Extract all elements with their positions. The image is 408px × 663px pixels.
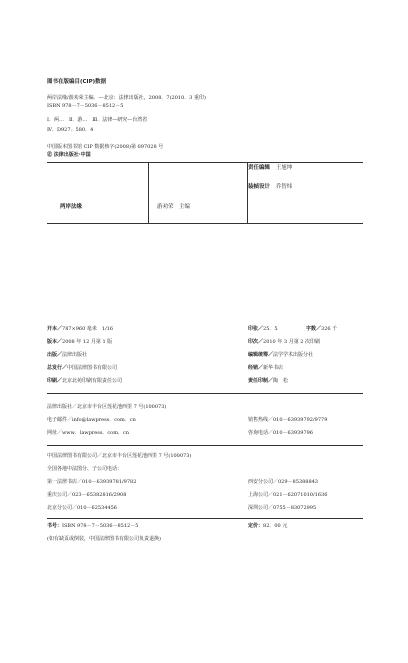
spec-format (47, 326, 113, 333)
spec-label: 总发行／ (47, 365, 68, 371)
price-value: 82．00 元 (263, 523, 288, 529)
isbn-label: 书号： (47, 523, 63, 529)
spec-label: 经销／ (248, 365, 264, 371)
spec-words (306, 326, 337, 333)
spec-value: 326 千 (321, 326, 338, 332)
book-title: 两岸法缘 (60, 204, 83, 210)
cip-isbn: ISBN 978－7－5036－8512－5 (47, 103, 124, 109)
spec-sheets (248, 326, 278, 333)
contact-bottom-rule (47, 445, 363, 446)
publisher-email: 电子邮件／info@lawpress．com．cn (47, 417, 136, 423)
credit-role-label: 责任编辑 (248, 165, 271, 171)
spec-label: 编辑统筹／ (248, 352, 274, 358)
spec-label: 印刷／ (47, 378, 63, 384)
branch-left-2: 重庆公司／023－65382816/2908 (47, 492, 127, 498)
spec-edition (47, 339, 112, 346)
spec-value: 北京北苑印刷有限责任公司 (62, 378, 123, 384)
spec-label: 开本／ (47, 326, 63, 332)
cip-class-number: Ⅳ．D927．580．4 (47, 127, 94, 133)
spec-print-responsible (248, 378, 288, 385)
spec-value: 2008 年 12 月第 1 版 (62, 339, 113, 345)
sales-hotline: 销售热线／010－63939792/9779 (248, 417, 328, 423)
credits-divider-1 (148, 162, 149, 223)
isbn-value: ISBN 978－7－5036－8512－5 (62, 523, 139, 529)
distributor-address: 中国法律图书有限公司／北京市丰台区莲花池西里 7 号(100073) (47, 453, 192, 459)
spec-distributor (47, 365, 117, 372)
branch-left-3: 北京分公司／010－62534456 (47, 505, 117, 511)
spec-label: 字数／ (306, 326, 322, 332)
credit-role-value: 乔智炜 (275, 184, 293, 190)
price-label: 定价： (248, 523, 264, 529)
footer-isbn (47, 523, 138, 530)
cip-bibliographic-line: 两岸法缘/游劝荣主编．—北京：法律出版社，2008．7(2010．3 重印) (47, 95, 206, 101)
credit-role-label: 装帧设计 (248, 184, 271, 190)
branch-right-2: 上海公司／021－62071010/1636 (248, 492, 328, 498)
spec-value: 新华书店 (263, 365, 284, 371)
cip-core-number: 中国版本图书馆 CIP 数据核字(2008)第 097028 号 (47, 144, 164, 150)
spec-value: 陶 松 (273, 378, 289, 384)
spec-printing (248, 339, 320, 346)
spec-value: 法学学术出版分社 (273, 352, 314, 358)
credit-role-2 (248, 183, 292, 191)
specs-bottom-rule (47, 393, 363, 394)
footer-price (248, 523, 287, 530)
spec-publisher (47, 352, 87, 359)
cip-classification: Ⅰ．两… Ⅱ．游… Ⅲ．法律—研究—台湾省 (47, 117, 148, 123)
spec-sales (248, 365, 283, 372)
spec-value: 25．5 (263, 326, 278, 332)
spec-label: 印次／ (248, 339, 264, 345)
spec-label: 印张／ (248, 326, 264, 332)
cip-heading: 图书在版编目(CIP)数据 (47, 79, 107, 85)
footer-note: (如有缺页或倒装，中国法律图书有限公司负责退换) (47, 536, 161, 542)
spec-value: 中国法律图书有限公司 (67, 365, 118, 371)
credit-role-value: 王旭坤 (275, 165, 293, 171)
credits-bottom-rule (47, 223, 363, 224)
branch-left-1: 第一法律书店／010－63939781/9782 (47, 479, 137, 485)
branches-intro: 全国各地中法图分、子公司电话： (47, 466, 123, 472)
spec-value: 法律出版社 (62, 352, 88, 358)
branch-right-1: 西安分公司／029－85388843 (248, 479, 318, 485)
book-editor: 游劝荣 主编 (157, 204, 191, 210)
inquiry-phone: 咨询电话／010－63939796 (248, 430, 313, 436)
spec-value: 2010 年 3 月第 2 次印刷 (263, 339, 321, 345)
publisher-address: 法律出版社／北京市丰台区莲花池西里 7 号(100073) (47, 404, 167, 410)
spec-printer (47, 378, 122, 385)
spec-label: 责任印制／ (248, 378, 274, 384)
spec-value: 787×960 毫米 1/16 (62, 326, 114, 332)
spec-label: 出版／ (47, 352, 63, 358)
credits-top-rule (47, 162, 363, 163)
publisher-website: 网址／www．lawpress．com．cn (47, 430, 129, 436)
spec-label: 版本／ (47, 339, 63, 345)
spec-editorial (248, 352, 313, 359)
branch-right-3: 深圳公司／0755－83072995 (248, 505, 317, 511)
publisher-mark: ㊣ 法律出版社·中国 (47, 152, 91, 158)
credit-role-1 (248, 164, 292, 172)
branches-bottom-rule (47, 518, 363, 519)
